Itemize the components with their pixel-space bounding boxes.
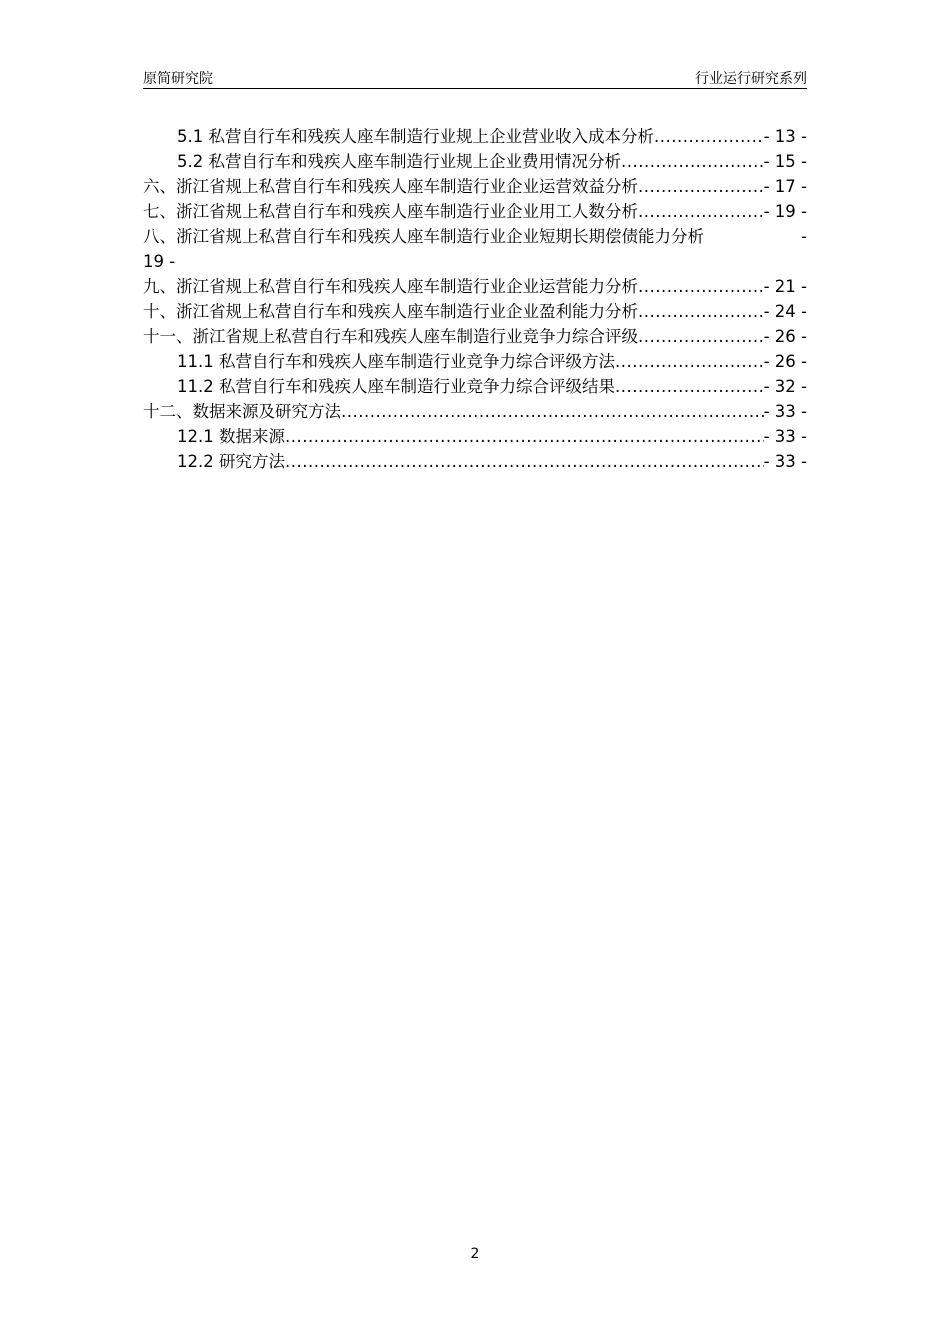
toc-entry[interactable]	[143, 349, 807, 374]
toc-entry-page: - 33 -	[763, 452, 807, 471]
toc-leader-dots	[621, 149, 764, 174]
toc-entry-title: 研究方法	[218, 452, 285, 471]
toc-entry-page: - 13 -	[763, 127, 807, 146]
toc-entry-page: - 33 -	[763, 427, 807, 446]
toc-entry-number: 11.1	[177, 352, 219, 371]
toc-entry-number: 11.2	[177, 377, 219, 396]
toc-entry-page: - 26 -	[763, 352, 807, 371]
toc-entry-page: - 15 -	[763, 152, 807, 171]
toc-entry-page: - 24 -	[763, 302, 807, 321]
toc-leader-dots	[638, 299, 764, 324]
toc-entry[interactable]	[143, 224, 807, 249]
header-organization: 原简研究院	[143, 71, 213, 87]
toc-leader-dots	[615, 374, 764, 399]
toc-entry-page: - 21 -	[763, 277, 807, 296]
toc-leader-dots	[638, 324, 764, 349]
header-series: 行业运行研究系列	[695, 71, 807, 87]
toc-leader-dots	[638, 274, 764, 299]
toc-entry[interactable]	[143, 124, 807, 149]
toc-entry-page: - 33 -	[763, 402, 807, 421]
toc-entry-title: 私营自行车和残疾人座车制造行业规上企业费用情况分析	[208, 152, 621, 171]
toc-entry-title: 数据来源	[218, 427, 285, 446]
toc-entry-title: 十、浙江省规上私营自行车和残疾人座车制造行业企业盈利能力分析	[143, 302, 638, 321]
toc-leader-dots	[615, 349, 764, 374]
toc-entry-title: 私营自行车和残疾人座车制造行业竞争力综合评级方法	[218, 352, 615, 371]
toc-entry-number: 12.2	[177, 452, 219, 471]
toc-entry[interactable]	[143, 324, 807, 349]
page-header	[143, 66, 807, 89]
toc-leader-dots	[638, 174, 764, 199]
toc-entry[interactable]	[143, 449, 807, 474]
toc-entry-title: 六、浙江省规上私营自行车和残疾人座车制造行业企业运营效益分析	[143, 177, 638, 196]
toc-entry-title: 七、浙江省规上私营自行车和残疾人座车制造行业企业用工人数分析	[143, 202, 638, 221]
toc-entry-page-start: -	[801, 227, 807, 246]
toc-leader-dots	[285, 424, 764, 449]
toc-entry-title: 私营自行车和残疾人座车制造行业规上企业营业收入成本分析	[208, 127, 654, 146]
toc-entry-title: 八、浙江省规上私营自行车和残疾人座车制造行业企业短期长期偿债能力分析	[143, 227, 704, 246]
table-of-contents	[143, 124, 807, 474]
toc-entry-title: 私营自行车和残疾人座车制造行业竞争力综合评级结果	[218, 377, 615, 396]
toc-entry[interactable]	[143, 399, 807, 424]
toc-entry-number: 5.2	[177, 152, 209, 171]
toc-leader-dots	[654, 124, 764, 149]
toc-entry-number: 12.1	[177, 427, 219, 446]
toc-leader-dots	[341, 399, 764, 424]
toc-entry[interactable]	[143, 199, 807, 224]
toc-entry-wrapped-page: 19 -	[143, 252, 176, 271]
toc-leader-dots	[638, 199, 764, 224]
toc-entry[interactable]	[143, 424, 807, 449]
toc-entry[interactable]	[143, 299, 807, 324]
page-number: 2	[470, 1246, 480, 1262]
toc-entry[interactable]	[143, 274, 807, 299]
toc-entry-number: 5.1	[177, 127, 209, 146]
toc-entry-page: - 17 -	[763, 177, 807, 196]
toc-entry-title: 十一、浙江省规上私营自行车和残疾人座车制造行业竞争力综合评级	[143, 327, 638, 346]
toc-entry[interactable]	[143, 149, 807, 174]
toc-entry-title: 九、浙江省规上私营自行车和残疾人座车制造行业企业运营能力分析	[143, 277, 638, 296]
toc-entry-page: - 32 -	[763, 377, 807, 396]
toc-entry-page: - 19 -	[763, 202, 807, 221]
toc-entry[interactable]	[143, 374, 807, 399]
toc-leader-dots	[285, 449, 764, 474]
toc-entry-page: - 26 -	[763, 327, 807, 346]
toc-entry[interactable]	[143, 174, 807, 199]
toc-entry-title: 十二、数据来源及研究方法	[143, 402, 341, 421]
